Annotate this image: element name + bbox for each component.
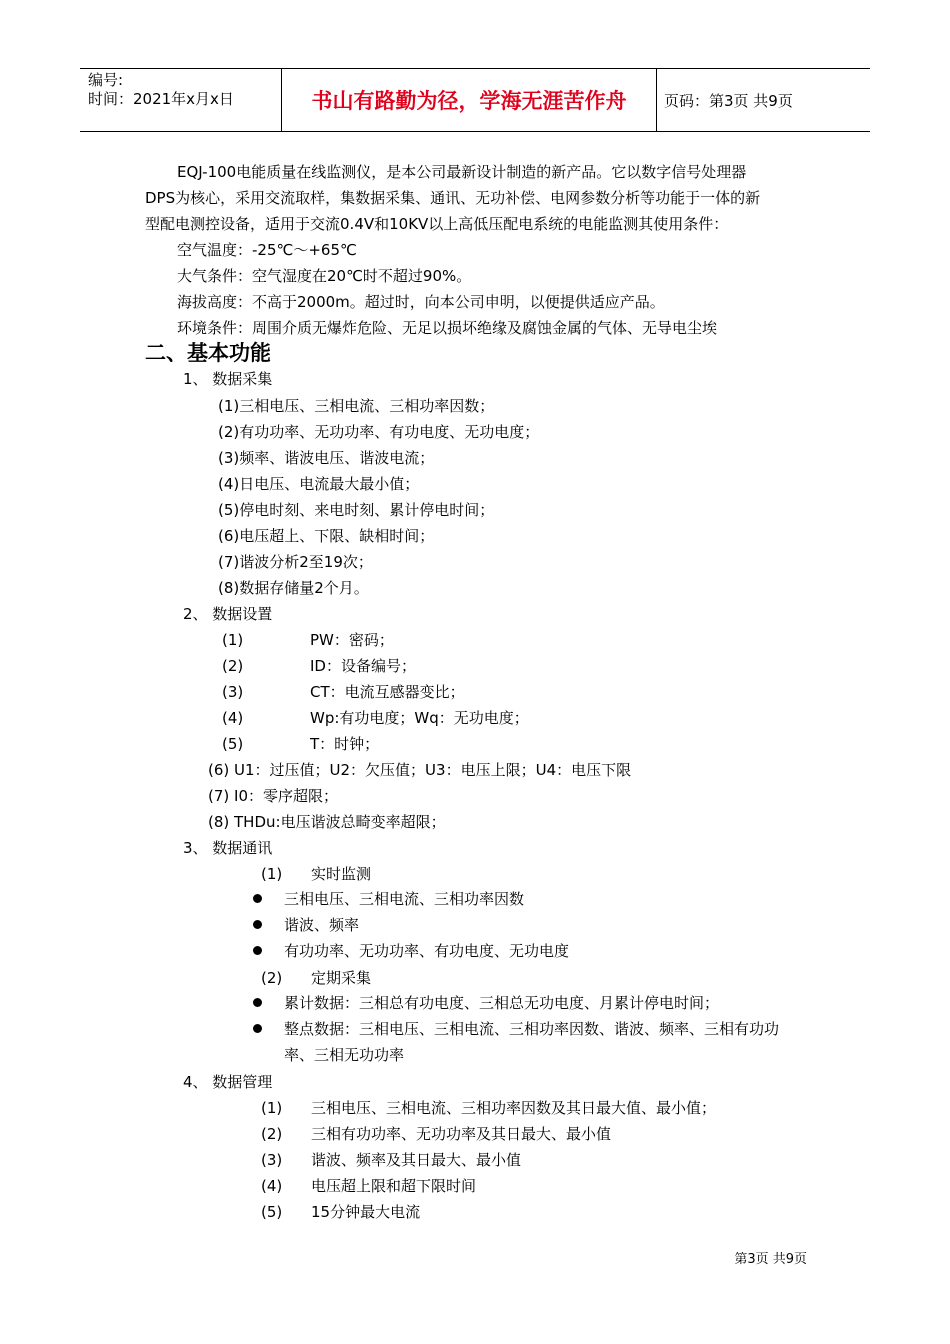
item-number: (3) [261, 1151, 283, 1169]
item-text: 定期采集 [311, 969, 372, 987]
item-text: 三相电压、三相电流、三相功率因数及其日最大值、最小值； [311, 1099, 717, 1117]
item-text: 谐波、频率及其日最大、最小值 [311, 1151, 522, 1169]
list-item: (7) I0：零序超限； [208, 787, 338, 805]
list-item: (1)三相电压、三相电流、三相功率因数； [218, 397, 495, 415]
item-number: (5) [261, 1203, 283, 1221]
list-item: (6)电压超上、下限、缺相时间； [218, 527, 435, 545]
subsection-title-settings: 2、 数据设置 [183, 605, 273, 623]
item-text: T：时钟； [310, 735, 380, 753]
item-number: (4) [222, 709, 244, 727]
item-number: (1) [261, 1099, 283, 1117]
item-number: (3) [222, 683, 244, 701]
intro-line: 型配电测控设备，适用于交流0.4V和10KV以上高低压配电系统的电能监测其使用条件： [145, 215, 729, 233]
list-item: (8)数据存储量2个月。 [218, 579, 369, 597]
bullet-icon [253, 946, 262, 955]
condition-altitude: 海拔高度：不高于2000m。超过时，向本公司申明，以便提供适应产品。 [177, 293, 665, 311]
bullet-item: 三相电压、三相电流、三相功率因数 [284, 890, 525, 908]
header-date: 时间：2021年x月x日 [88, 90, 234, 108]
item-text: PW：密码； [310, 631, 394, 649]
section-title: 二、基本功能 [145, 341, 271, 365]
list-item: (6) U1：过压值；U2：欠压值；U3：电压上限；U4：电压下限 [208, 761, 632, 779]
subsection-title-acquisition: 1、 数据采集 [183, 370, 273, 388]
item-number: (2) [261, 969, 283, 987]
header-number-label: 编号: [88, 71, 124, 89]
list-item [261, 1098, 716, 1118]
list-item [222, 682, 465, 702]
item-number: (2) [222, 657, 244, 675]
item-text: 实时监测 [311, 865, 372, 883]
bullet-item: 累计数据：三相总有功电度、三相总无功电度、月累计停电时间； [284, 994, 720, 1012]
bullet-item: 整点数据：三相电压、三相电流、三相功率因数、谐波、频率、三相有功功 [284, 1020, 780, 1038]
item-text: CT：电流互感器变比； [310, 683, 465, 701]
sub-heading [261, 864, 371, 884]
item-number: (5) [222, 735, 244, 753]
list-item [222, 656, 416, 676]
bullet-icon [253, 894, 262, 903]
page-footer: 第3页 共9页 [734, 1252, 807, 1267]
bullet-item: 有功功率、无功功率、有功电度、无功电度 [284, 942, 570, 960]
list-item: (8) THDu:电压谐波总畸变率超限； [208, 813, 446, 831]
subsection-title-management: 4、 数据管理 [183, 1073, 273, 1091]
item-number: (4) [261, 1177, 283, 1195]
list-item [222, 734, 379, 754]
item-number: (1) [261, 865, 283, 883]
item-number: (2) [261, 1125, 283, 1143]
list-item [261, 1124, 611, 1144]
subsection-title-communication: 3、 数据通讯 [183, 839, 273, 857]
bullet-icon [253, 920, 262, 929]
item-text: ID：设备编号； [310, 657, 416, 675]
intro-line: EQJ-100电能质量在线监测仪，是本公司最新设计制造的新产品。它以数字信号处理器 [177, 163, 747, 181]
list-item: (2)有功功率、无功功率、有功电度、无功电度； [218, 423, 540, 441]
list-item: (7)谐波分析2至19次； [218, 553, 373, 571]
list-item [222, 708, 529, 728]
header-motto: 书山有路勤为径，学海无涯苦作舟 [311, 89, 627, 113]
item-text: 电压超上限和超下限时间 [311, 1177, 477, 1195]
item-text: Wp:有功电度；Wq：无功电度； [310, 709, 529, 727]
list-item: (5)停电时刻、来电时刻、累计停电时间； [218, 501, 495, 519]
list-item [261, 1176, 476, 1196]
list-item: (3)频率、谐波电压、谐波电流； [218, 449, 435, 467]
condition-atmosphere: 大气条件：空气湿度在20℃时不超过90%。 [177, 267, 472, 285]
bullet-item: 谐波、频率 [284, 916, 360, 934]
bullet-icon [253, 998, 262, 1007]
item-text: 三相有功功率、无功功率及其日最大、最小值 [311, 1125, 612, 1143]
condition-environment: 环境条件：周围介质无爆炸危险、无足以损坏绝缘及腐蚀金属的气体、无导电尘埃 [177, 319, 718, 337]
list-item [261, 1150, 521, 1170]
intro-line: DPS为核心，采用交流取样，集数据采集、通讯、无功补偿、电网参数分析等功能于一体的新 [145, 189, 761, 207]
sub-heading [261, 968, 371, 988]
item-text: 15分钟最大电流 [311, 1203, 421, 1221]
list-item [222, 630, 394, 650]
item-number: (1) [222, 631, 244, 649]
list-item: (4)日电压、电流最大最小值； [218, 475, 420, 493]
header-page-number: 页码：第3页 共9页 [664, 91, 793, 110]
bullet-item-continued: 率、三相无功功率 [284, 1046, 405, 1064]
list-item [261, 1202, 420, 1222]
condition-temperature: 空气温度：-25℃～+65℃ [177, 241, 357, 259]
bullet-icon [253, 1024, 262, 1033]
